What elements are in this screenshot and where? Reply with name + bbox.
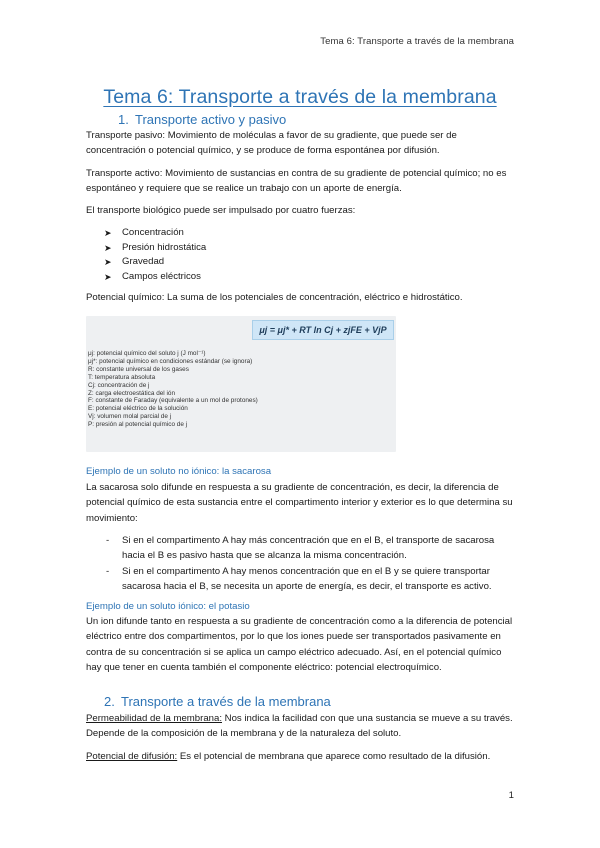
legend-item: T: temperatura absoluta <box>88 373 156 381</box>
paragraph-passive-transport: Transporte pasivo: Movimiento de moléculas a favor de su gradiente, que puede ser de concentración o potencial químico, y se produce de forma espontánea por difusión. <box>86 130 457 157</box>
list-item: - Si en el compartimento A hay menos concentración que en el B y se quiere transportar sacarosa hacia el B, se necesita un aporte de energía, es decir, el transporte es activo. <box>106 565 492 593</box>
document-title: Tema 6: Transporte a través de la membrana <box>103 86 497 108</box>
section-1-number: 1. <box>118 112 129 127</box>
arrow-bullet-icon: ➤ <box>104 257 112 268</box>
term-diffusion-potential: Potencial de difusión: <box>86 751 178 762</box>
legend-item: P: presión al potencial químico de j <box>88 421 188 429</box>
paragraph-example-1: La sacarosa solo difunde en respuesta a su gradiente de concentración, es decir, la diferencia de potencial químico de esta sustancia entre el compartimento interior y exterior es lo que determina su movimiento: <box>86 482 513 524</box>
section-1-heading <box>118 112 286 127</box>
chemical-potential-figure <box>86 316 396 452</box>
arrow-bullet-icon: ➤ <box>104 228 112 238</box>
section-1-title: Transporte activo y pasivo <box>135 112 287 127</box>
page-number: 1 <box>508 790 514 801</box>
formula-legend <box>88 350 258 429</box>
paragraph-permeability: Permeabilidad de la membrana: Nos indica la facilidad con que una sustancia se mueve a su través. Depende de la composición de la membrana y de la naturaleza del soluto. <box>86 713 513 740</box>
section-2-title: Transporte a través de la membrana <box>121 694 331 709</box>
list-item: - Si en el compartimento A hay más concentración que en el B, el transporte de sacarosa hacia el B es pasivo hasta que se alcanza la misma concentración. <box>106 535 495 562</box>
section-2-number: 2. <box>104 694 115 709</box>
legend-item: Vj: volumen molal parcial de j <box>88 413 172 421</box>
legend-item: μj*: potencial químico en condiciones estándar (se ignora) <box>88 357 253 365</box>
example-1-list <box>104 533 518 595</box>
dash-bullet: - <box>106 535 110 546</box>
arrow-bullet-icon: ➤ <box>104 271 112 282</box>
list-item: ➤ Presión hidrostática <box>104 241 206 256</box>
dash-bullet: - <box>106 565 110 577</box>
formula-box: μj = μj* + RT ln Cj + zjFE + VjP <box>252 320 394 340</box>
legend-item: μj: potencial químico del soluto j (J mol⁻¹) <box>88 350 206 357</box>
arrow-bullet-icon: ➤ <box>104 242 112 253</box>
list-item: ➤ Campos eléctricos <box>104 270 206 285</box>
paragraph-example-2: Un ion difunde tanto en respuesta a su gradiente de concentración como a la diferencia de potencial eléctrico entre dos compartimentos, por lo que los iones puede ser transportados pasivamente en contra de su concentración si se aplica un campo eléctrico adecuado. Así, en el potencial químico hay que tener en cuenta también el componente eléctrico: potencial electroquímico. <box>86 616 513 674</box>
forces-list <box>104 226 206 284</box>
paragraph-diffusion-potential: Potencial de difusión: Es el potencial de membrana que aparece como resultado de la difusión. <box>86 751 491 762</box>
legend-item: F: constante de Faraday (equivalente a un mol de protones) <box>88 397 258 405</box>
legend-item: E: potencial eléctrico de la solución <box>88 405 188 413</box>
example-1-heading: Ejemplo de un soluto no iónico: la sacarosa <box>86 466 272 477</box>
term-permeability: Permeabilidad de la membrana: <box>86 713 222 724</box>
list-item: ➤ Gravedad <box>104 255 206 270</box>
list-item: ➤ Concentración <box>104 226 206 241</box>
paragraph-chemical-potential: Potencial químico: La suma de los potenciales de concentración, eléctrico e hidrostático. <box>86 292 463 303</box>
legend-item: Z: carga electroestática del ión <box>88 389 176 397</box>
running-header: Tema 6: Transporte a través de la membrana <box>320 36 514 47</box>
legend-item: R: constante universal de los gases <box>88 365 189 373</box>
paragraph-forces-intro: El transporte biológico puede ser impulsado por cuatro fuerzas: <box>86 205 356 216</box>
section-2-heading <box>104 694 331 709</box>
paragraph-active-transport: Transporte activo: Movimiento de sustancias en contra de su gradiente de potencial químico; no es espontáneo y requiere que se realice un trabajo con un aporte de energía. <box>86 168 507 195</box>
legend-item: Cj: concentración de j <box>88 381 150 389</box>
example-2-heading: Ejemplo de un soluto iónico: el potasio <box>86 601 250 612</box>
